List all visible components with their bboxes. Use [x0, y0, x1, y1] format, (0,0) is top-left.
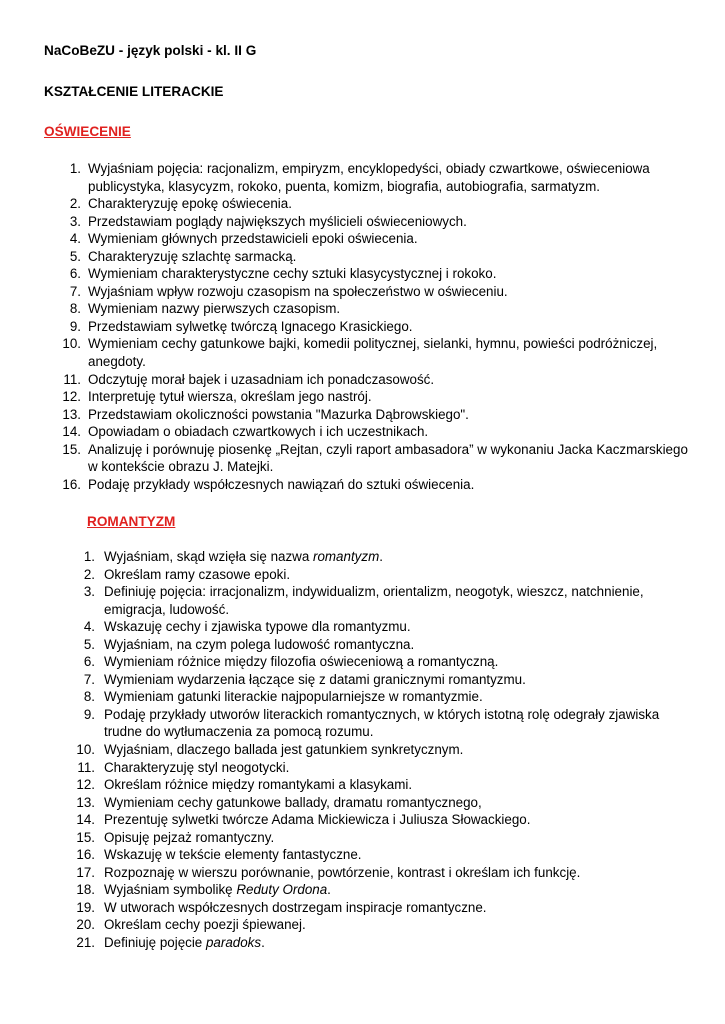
list-item-text: [104, 760, 289, 775]
list-item-text-part: Wymieniam różnice między filozofia oświeceniową a romantyczną.: [104, 654, 499, 670]
list-item-emphasis: romantyzm: [313, 549, 380, 564]
list-item-number: 2.: [69, 196, 81, 212]
list-item-text: Wymieniam nazwy pierwszych czasopism.: [88, 301, 341, 317]
list-item-number: 15.: [62, 441, 81, 457]
list-item-number: 4.: [83, 619, 95, 635]
list-item-number: 19.: [76, 899, 95, 915]
list-item: [0, 230, 700, 248]
list-item-text-part: Rozpoznaję w wierszu porównanie, powtórzenie, kontrast i określam ich funkcję.: [104, 864, 581, 880]
list-item-text: [104, 619, 411, 634]
list-item: [0, 318, 700, 336]
list-item-text: Analizuję i porównuję piosenkę „Rejtan, czyli raport ambasadora” w wykonaniu Jacka Kaczmarskiego w kontekście obrazu J. Matejki.: [88, 441, 688, 475]
list-item-text-part: Określam różnice między romantykami a klasykami.: [104, 777, 413, 793]
list-item-number: 6.: [83, 654, 95, 670]
list-item-text-part: .: [327, 882, 331, 898]
list-item: [0, 195, 700, 213]
list-item-number: 12.: [62, 389, 81, 405]
list-item: [0, 441, 700, 476]
list-item-text: [104, 777, 412, 792]
list-item-number: 11.: [77, 759, 95, 775]
list-item-text: Wyjaśniam wpływ rozwoju czasopism na społeczeństwo w oświeceniu.: [88, 283, 508, 299]
list-item-number: 18.: [76, 882, 95, 898]
list-item-text: [104, 882, 331, 897]
list-item-number: 8.: [69, 301, 81, 317]
list-item-number: 20.: [76, 917, 95, 933]
list-item: [0, 864, 700, 882]
list-item-number: 14.: [62, 424, 81, 440]
list-item-text: Przedstawiam okoliczności powstania "Mazurka Dąbrowskiego".: [88, 406, 469, 422]
list-item-text-part: Wskazuję w tekście elementy fantastyczne.: [104, 847, 362, 863]
list-item-number: 1.: [83, 549, 95, 564]
list-item-text-part: Wymieniam wydarzenia łączące się z datami granicznymi romantyzmu.: [104, 671, 526, 687]
list-item: [0, 371, 700, 389]
list-item: [0, 476, 700, 494]
list-item-number: 16.: [62, 476, 81, 492]
list-item: [0, 881, 700, 899]
list-item-text: [104, 567, 290, 582]
list-item: [0, 335, 700, 370]
list-item: [0, 934, 700, 952]
list-item-text: [104, 672, 526, 687]
list-item-number: 5.: [69, 248, 81, 264]
list-item: [0, 388, 700, 406]
list-item-text-part: Podaję przykłady utworów literackich romantycznych, w których istotną rolę odegrały zjawiska trudne do wytłumaczenia za pomocą rozumu.: [104, 706, 660, 740]
list-item-text: Podaję przykłady współczesnych nawiązań do sztuki oświecenia.: [88, 476, 475, 492]
list-item-text: [104, 795, 482, 810]
list-item-number: 15.: [76, 829, 95, 845]
list-item-text-part: Wyjaśniam symbolikę: [104, 882, 237, 898]
list-item-emphasis: Reduty Ordona: [236, 882, 328, 898]
list-item-number: 1.: [69, 161, 81, 176]
list-item-number: 7.: [83, 671, 95, 687]
list-item-text-part: Wymieniam gatunki literackie najpopularniejsze w romantyzmie.: [104, 689, 483, 705]
oswiecenie-title: OŚWIECENIE: [44, 124, 131, 139]
list-item: [0, 265, 700, 283]
list-item-number: 14.: [76, 812, 95, 828]
list-item-number: 10.: [62, 336, 81, 352]
list-item-number: 11.: [63, 371, 81, 387]
list-item: [0, 653, 700, 671]
list-item-text: Charakteryzuję epokę oświecenia.: [88, 196, 292, 212]
list-item-text: [104, 935, 265, 950]
list-item-text: Charakteryzuję szlachtę sarmacką.: [88, 248, 297, 264]
list-item: [0, 846, 700, 864]
romantyzm-list: [0, 548, 700, 952]
list-item-text-part: .: [261, 935, 265, 951]
list-item-text-part: Wskazuję cechy i zjawiska typowe dla romantyzmu.: [104, 619, 411, 635]
list-item-number: 17.: [76, 864, 95, 880]
list-item-number: 4.: [69, 231, 81, 247]
list-item-number: 8.: [83, 689, 95, 705]
list-item-text: Przedstawiam poglądy największych myślicieli oświeceniowych.: [88, 213, 467, 229]
list-item-text: [104, 865, 580, 880]
list-item-text-part: W utworach współczesnych dostrzegam inspiracje romantyczne.: [104, 899, 487, 915]
list-item-text-part: .: [379, 549, 383, 564]
list-item-text-part: Wyjaśniam, na czym polega ludowość romantyczna.: [104, 636, 415, 652]
list-item-text: [104, 830, 274, 845]
list-item-text: Wymieniam głównych przedstawicieli epoki oświecenia.: [88, 231, 418, 247]
list-item-text: [104, 900, 487, 915]
list-item-text: [104, 742, 463, 757]
list-item-text-part: Definiuję pojęcia: irracjonalizm, indywidualizm, orientalizm, neogotyk, wieszcz, natchnienie, emigracja, ludowość.: [104, 584, 644, 617]
list-item-text-part: Wyjaśniam, skąd wzięła się nazwa: [104, 549, 313, 564]
list-item: [0, 776, 700, 794]
list-item-text-part: Opisuję pejzaż romantyczny.: [104, 829, 275, 845]
list-item-number: 7.: [69, 283, 81, 299]
list-item: [0, 741, 700, 759]
list-item-text: Wymieniam cechy gatunkowe bajki, komedii politycznej, sielanki, hymnu, powieści podróżniczej, anegdoty.: [88, 336, 658, 370]
list-item-text: Wyjaśniam pojęcia: racjonalizm, empiryzm, encyklopedyści, obiady czwartkowe, oświeceniowa publicystyka, klasycyzm, rokoko, puenta, komizm, biografia, autobiografia, sarmatyzm.: [88, 161, 650, 194]
list-item: [0, 300, 700, 318]
list-item: [0, 811, 700, 829]
list-item: [0, 688, 700, 706]
list-item: [0, 583, 700, 618]
list-item-number: 9.: [83, 706, 95, 722]
list-item-text-part: Definiuję pojęcie: [104, 935, 206, 951]
section-heading: KSZTAŁCENIE LITERACKIE: [44, 84, 224, 99]
list-item-number: 13.: [76, 794, 95, 810]
list-item: [0, 671, 700, 689]
list-item-number: 2.: [83, 566, 95, 582]
list-item-text: Odczytuję morał bajek i uzasadniam ich ponadczasowość.: [88, 371, 435, 387]
list-item-text: [104, 812, 530, 827]
list-item-number: 3.: [69, 213, 81, 229]
list-item: [0, 794, 700, 812]
list-item-number: 13.: [62, 406, 81, 422]
list-item: [0, 160, 700, 195]
list-item: [0, 406, 700, 424]
list-item: [0, 283, 700, 301]
list-item-text: Opowiadam o obiadach czwartkowych i ich uczestnikach.: [88, 424, 429, 440]
document-title: NaCoBeZU - język polski - kl. II G: [44, 43, 257, 58]
list-item-number: 5.: [83, 636, 95, 652]
list-item-text: [104, 689, 483, 704]
list-item: [0, 759, 700, 777]
list-item-text: Wymieniam charakterystyczne cechy sztuki klasycystycznej i rokoko.: [88, 266, 497, 282]
list-item-text: Interpretuję tytuł wiersza, określam jego nastrój.: [88, 389, 372, 405]
list-item-text: Przedstawiam sylwetkę twórczą Ignacego Krasickiego.: [88, 318, 413, 334]
list-item: [0, 618, 700, 636]
list-item: [0, 916, 700, 934]
list-item-text-part: Określam ramy czasowe epoki.: [104, 566, 291, 582]
list-item: [0, 548, 700, 566]
list-item-text: [104, 847, 362, 862]
list-item-text: [104, 917, 306, 932]
list-item-text: [104, 637, 414, 652]
oswiecenie-list: [0, 160, 700, 493]
list-item: [0, 423, 700, 441]
list-item: [0, 213, 700, 231]
list-item-text: [104, 584, 644, 617]
list-item: [0, 566, 700, 584]
list-item-number: 12.: [76, 777, 95, 793]
list-item: [0, 829, 700, 847]
list-item-number: 3.: [83, 584, 95, 600]
list-item-text-part: Określam cechy poezji śpiewanej.: [104, 917, 306, 933]
list-item-number: 16.: [76, 847, 95, 863]
list-item-text: [104, 654, 498, 669]
list-item: [0, 899, 700, 917]
list-item-text: [104, 707, 659, 740]
list-item: [0, 248, 700, 266]
list-item-text-part: Wyjaśniam, dlaczego ballada jest gatunkiem synkretycznym.: [104, 742, 464, 758]
list-item-text-part: Prezentuję sylwetki twórcze Adama Mickiewicza i Juliusza Słowackiego.: [104, 812, 531, 828]
list-item-text-part: Charakteryzuję styl neogotycki.: [104, 759, 290, 775]
list-item-number: 9.: [69, 318, 81, 334]
list-item: [0, 706, 700, 741]
list-item-number: 10.: [76, 742, 95, 758]
list-item-text-part: Wymieniam cechy gatunkowe ballady, dramatu romantycznego,: [104, 794, 482, 810]
list-item-text: [104, 549, 383, 564]
romantyzm-title: ROMANTYZM: [87, 514, 176, 529]
list-item-emphasis: paradoks: [205, 935, 262, 951]
list-item-number: 21.: [76, 935, 95, 951]
list-item-number: 6.: [69, 266, 81, 282]
list-item: [0, 636, 700, 654]
